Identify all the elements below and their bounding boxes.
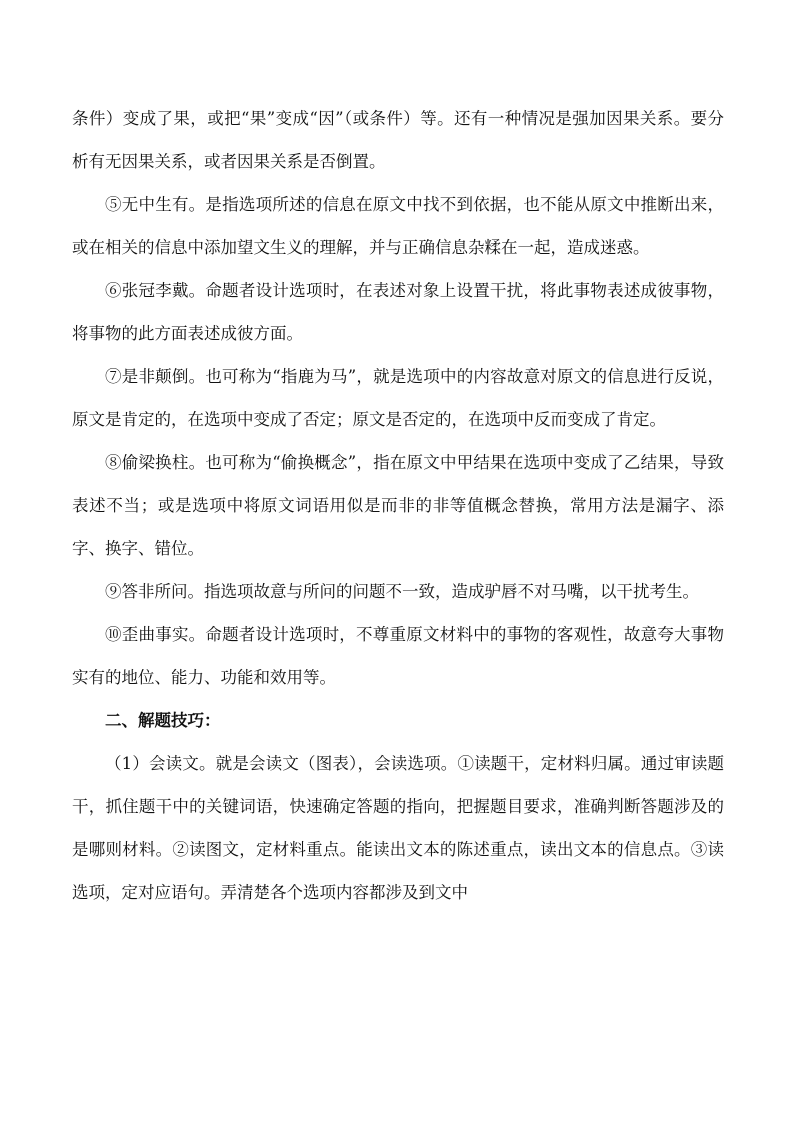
paragraph-distortion: ⑩歪曲事实。命题者设计选项时，不尊重原文材料中的事物的客观性，故意夸大事物实有的地位、能力、功能和效用等。 [72, 625, 724, 687]
paragraph-irrelevant-answer: ⑨答非所问。指选项故意与所问的问题不一致，造成驴唇不对马嘴，以干扰考生。 [105, 582, 699, 601]
section-heading: 二、解题技巧： [105, 711, 221, 730]
paragraph-reversal: ⑦是非颠倒。也可称为“指鹿为马”，就是选项中的内容故意对原文的信息进行反说，原文是肯定的，在选项中变成了否定；原文是否定的，在选项中反而变成了肯定。 [72, 367, 724, 429]
paragraph-concept-swap: ⑧偷梁换柱。也可称为“偷换概念”，指在原文中甲结果在选项中变成了乙结果，导致表述不当；或是选项中将原文词语用似是而非的非等值概念替换，常用方法是漏字、添字、换字、错位。 [72, 453, 724, 558]
paragraph-fabrication: ⑤无中生有。是指选项所述的信息在原文中找不到依据，也不能从原文中推断出来，或在相关的信息中添加望文生义的理解，并与正确信息杂糅在一起，造成迷惑。 [72, 195, 724, 257]
paragraph-misattribution: ⑥张冠李戴。命题者设计选项时，在表述对象上设置干扰，将此事物表述成彼事物，将事物的此方面表述成彼方面。 [72, 281, 724, 343]
paragraph-reading-skills: （1）会读文。就是会读文（图表），会读选项。①读题干，定材料归属。通过审读题干，抓住题干中的关键词语，快速确定答题的指向，把握题目要求，准确判断答题涉及的是哪则材料。②读图文，定材料重点。能读出文本的陈述重点，读出文本的信息点。③读选项，定对应语句。弄清楚各个选项内容都涉及到文中 [72, 754, 724, 902]
document-body [72, 97, 724, 914]
paragraph-causal-relation: 条件）变成了果，或把“果”变成“因”（或条件）等。还有一种情况是强加因果关系。要分析有无因果关系，或者因果关系是否倒置。 [72, 109, 724, 171]
